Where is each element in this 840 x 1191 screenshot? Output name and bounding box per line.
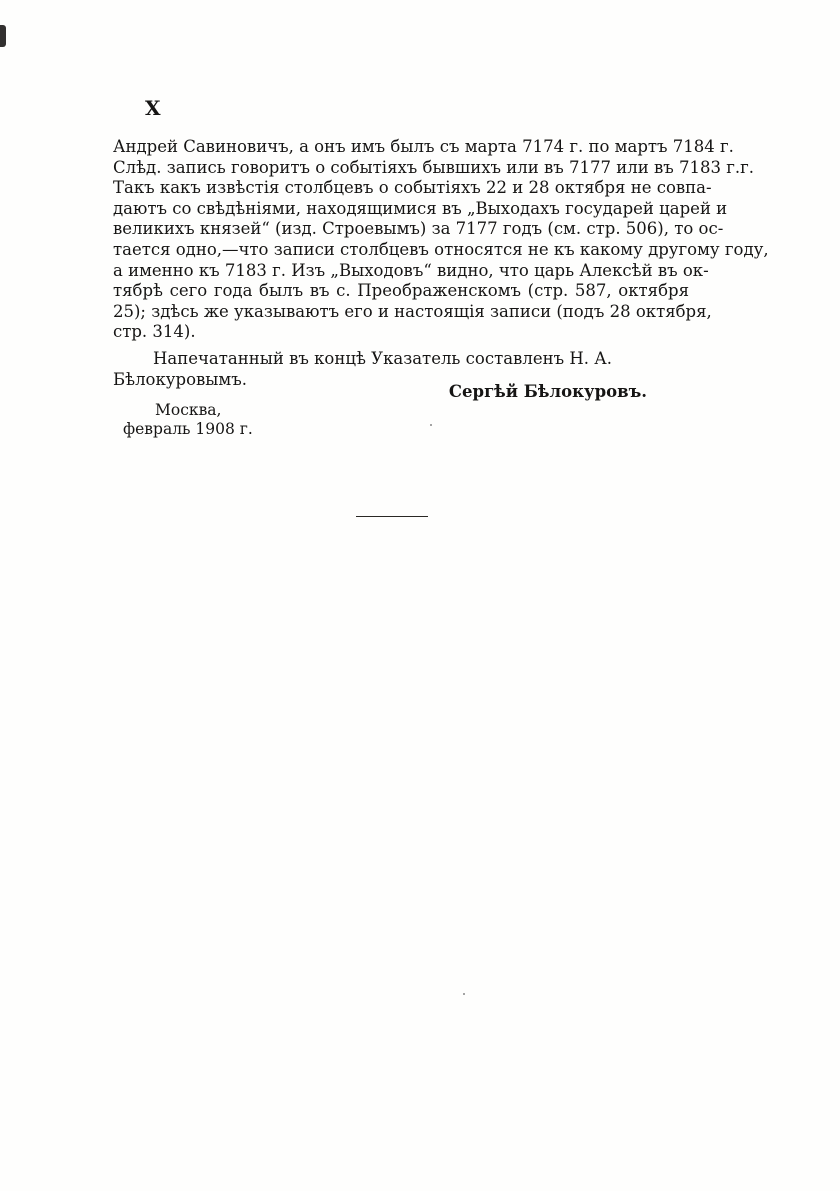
text-line: даютъ со свѣдѣніями, находящимися въ „Выходахъ государей царей и [113, 198, 728, 218]
place-line: Москва, [155, 401, 222, 419]
closing-paragraph: Напечатанный въ концѣ Указатель составленъ Н. А. Бѣлокуровымъ. [113, 349, 612, 389]
text-line: стр. 314). [113, 322, 196, 342]
text-line: тается одно,—что записи столбцевъ относятся не къ какому другому году, [113, 239, 769, 259]
text-line: великихъ князей“ (изд. Строевымъ) за 7177 годъ (см. стр. 506), то ос- [113, 219, 724, 239]
scan-speck [430, 424, 432, 426]
place-date-block [113, 401, 413, 438]
author-signature: Сергѣй Бѣлокуровъ. [448, 382, 647, 401]
text-line: Такъ какъ извѣстія столбцевъ о событіяхъ 22 и 28 октября не совпа- [113, 178, 712, 198]
date-line: февраль 1908 г. [123, 419, 253, 438]
scan-speck [463, 993, 465, 995]
main-paragraph [113, 137, 769, 343]
text-line: 25); здѣсь же указываютъ его и настоящія записи (подъ 28 октября, [113, 301, 712, 321]
section-end-rule [356, 516, 428, 517]
scan-artifact-corner [0, 25, 6, 47]
text-line: Андрей Савиновичъ, а онъ имъ былъ съ марта 7174 г. по мартъ 7184 г. [113, 137, 734, 156]
text-line: а именно къ 7183 г. Изъ „Выходовъ“ видно, что царь Алексѣй въ ок- [113, 260, 709, 280]
page-number: X [145, 96, 162, 120]
text-line: тябрѣ сего года былъ въ с. Преображенскомъ (стр. 587, октября [113, 281, 689, 301]
text-line: Слѣд. запись говоритъ о событіяхъ бывшихъ или въ 7177 или въ 7183 г.г. [113, 157, 755, 177]
